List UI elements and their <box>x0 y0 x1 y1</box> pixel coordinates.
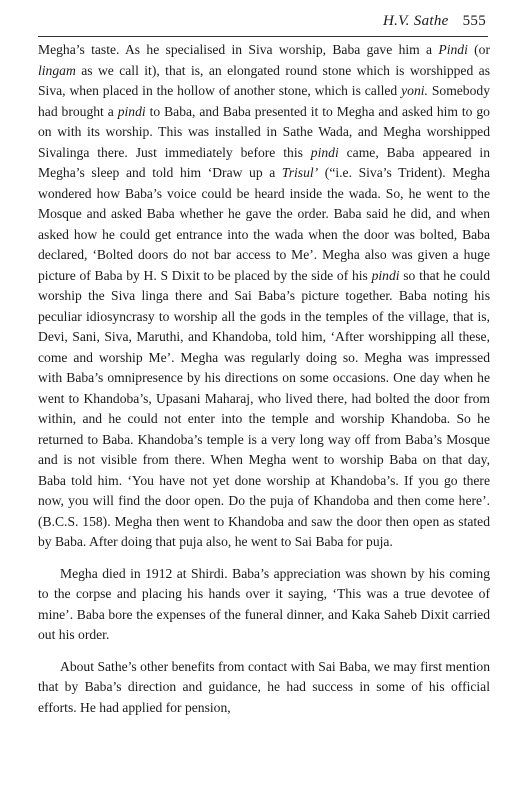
paragraph-1 <box>38 40 490 553</box>
italic-term: lingam <box>38 62 76 78</box>
text-run: (or <box>467 42 491 57</box>
italic-term: Trisul’ <box>281 165 319 180</box>
italic-term: Pindi <box>438 42 468 57</box>
text-run: Megha died in 1912 at Shirdi. Baba’s appreciation was shown by his coming to the corpse and placing his hands over it saying, ‘This was a true devotee of mine’. Baba bore the expenses of the funeral dinner, and Kaka Saheb Dixit carried out his order. <box>38 565 490 642</box>
header-author: H.V. Sathe <box>382 13 449 29</box>
running-header <box>383 13 486 30</box>
paragraph-3 <box>38 657 490 719</box>
text-run: came, Baba appeared in Megha’s sleep and told him ‘Draw up a <box>38 144 490 180</box>
italic-term: yoni. <box>401 83 428 98</box>
text-run: (“i.e. Siva’s Trident). Megha wondered how Baba’s voice could be heard inside the wada. So, he went to the Mosque and asked Baba whether he gave the order. Baba said he did, and when asked how he could get entrance into the wada when the door was bolted, Baba declared, ‘Bolted doors do not bar access to Me’. Megha also was given a huge picture of Baba by H. S Dixit to be placed by the side of his <box>38 165 490 283</box>
italic-term: pindi <box>117 103 146 119</box>
paragraph-2 <box>38 564 490 646</box>
text-run: About Sathe’s other benefits from contact with Sai Baba, we may first mention that by Baba’s direction and guidance, he had success in some of his official efforts. He had applied for pension, <box>38 658 490 715</box>
body-text <box>38 40 490 718</box>
page-number: 555 <box>462 13 486 29</box>
text-run: as we call it), that is, an elongated round stone which is worshipped as Siva, when placed in the hollow of another stone, which is called <box>38 62 490 98</box>
italic-term: pindi <box>371 267 400 283</box>
text-run: to Baba, and Baba presented it to Megha and asked him to go on with its worship. This was installed in Sathe Wada, and Megha worshipped Sivalinga there. Just immediately before this <box>38 103 490 160</box>
text-run: so that he could worship the Siva linga there and Sai Baba’s picture together. Baba noting his peculiar idiosyncrasy to worship all the gods in the temples of the village, that is, Devi, Sani, Siva, Maruthi, and Khandoba, told him, ‘After worshipping all these, come and worship Me’. Megha was regularly doing so. Megha was impressed with Baba’s omnipresence by his directions on some occasions. One day when he went to Khandoba’s, Upasani Maharaj, who lived there, had bolted the door from within, and he could not enter into the temple and worship Khandoba. So he returned to Baba. Khandoba’s temple is a very long way off from Baba’s Mosque and is not visible from there. When Megha went to worship Baba on that day, Baba told him. ‘You have not yet done worship at Khandoba’s. If you go there now, you will find the door open. Do the puja of Khandoba and then come here’. (B.C.S. 158). Megha then went to Khandoba and saw the door then open as stated by Baba. After doing that puja also, he went to Sai Baba for puja. <box>38 267 490 549</box>
italic-term: pindi <box>310 144 339 160</box>
header-rule <box>38 36 488 37</box>
text-run: Somebody had brought a <box>38 83 490 119</box>
text-run: Megha’s taste. As he specialised in Siva worship, Baba gave him a <box>38 42 439 57</box>
